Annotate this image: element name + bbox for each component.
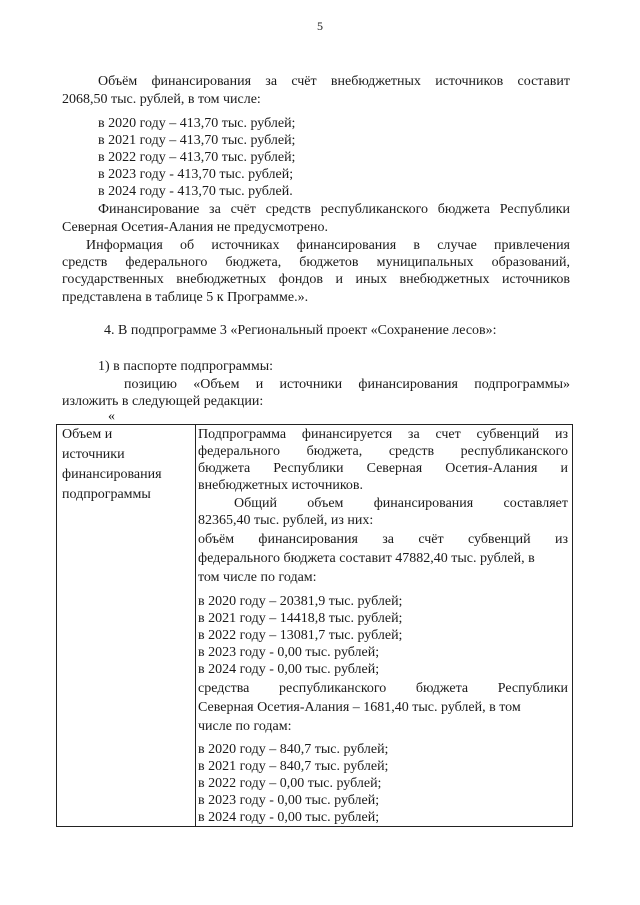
paragraph-line: Северная Осетия-Алания не предусмотрено. bbox=[62, 220, 328, 235]
table-right-cell-line: бюджета Республики Северная Осетия-Алания и bbox=[198, 461, 568, 476]
table-year-line: в 2020 году – 840,7 тыс. рублей; bbox=[198, 742, 389, 757]
table-year-line: в 2024 году - 0,00 тыс. рублей; bbox=[198, 810, 380, 825]
table-right-cell-line: Общий объем финансирования составляет bbox=[234, 496, 568, 511]
paragraph-line: позицию «Объем и источники финансирования подпрограммы» bbox=[124, 377, 570, 392]
paragraph-line: государственных внебюджетных фондов и иных внебюджетных источников bbox=[62, 272, 570, 287]
paragraph-line: Финансирование за счёт средств республиканского бюджета Республики bbox=[98, 202, 570, 217]
year-line: в 2020 году – 413,70 тыс. рублей; bbox=[98, 116, 296, 131]
table-right-cell-line: Северная Осетия-Алания – 1681,40 тыс. рублей, в том bbox=[198, 700, 521, 715]
table-right-cell-line: федерального бюджета, средств республиканского bbox=[198, 444, 568, 459]
paragraph-line: Информация об источниках финансирования в случае привлечения bbox=[86, 238, 570, 253]
table-right-cell-line: том числе по годам: bbox=[198, 570, 317, 585]
table-right-cell-line: средства республиканского бюджета Республики bbox=[198, 681, 568, 696]
paragraph-line: представлена в таблице 5 к Программе.». bbox=[62, 290, 309, 305]
open-quote: « bbox=[108, 409, 115, 424]
paragraph-line: изложить в следующей редакции: bbox=[62, 394, 264, 409]
paragraph-line: Объём финансирования за счёт внебюджетных источников составит bbox=[98, 74, 570, 89]
item-1-heading: 1) в паспорте подпрограммы: bbox=[98, 359, 274, 374]
table-year-line: в 2020 году – 20381,9 тыс. рублей; bbox=[198, 594, 403, 609]
table-left-cell-line: Объем и bbox=[62, 427, 113, 442]
table-right-cell-line: 82365,40 тыс. рублей, из них: bbox=[198, 513, 374, 528]
table-year-line: в 2023 году - 0,00 тыс. рублей; bbox=[198, 793, 380, 808]
table-year-line: в 2022 году – 0,00 тыс. рублей; bbox=[198, 776, 382, 791]
table-year-line: в 2022 году – 13081,7 тыс. рублей; bbox=[198, 628, 403, 643]
table-column-divider bbox=[195, 425, 196, 826]
table-right-cell-line: внебюджетных источников. bbox=[198, 478, 364, 493]
paragraph-line: 2068,50 тыс. рублей, в том числе: bbox=[62, 92, 261, 107]
table-left-cell-line: финансирования bbox=[62, 467, 162, 482]
table-right-cell-line: числе по годам: bbox=[198, 719, 292, 734]
table-year-line: в 2024 году - 0,00 тыс. рублей; bbox=[198, 662, 380, 677]
item-4-heading: 4. В подпрограмме 3 «Региональный проект «Сохранение лесов»: bbox=[104, 323, 497, 338]
page-number: 5 bbox=[317, 19, 323, 33]
table-right-cell-line: Подпрограмма финансируется за счет субвенций из bbox=[198, 427, 568, 442]
table-year-line: в 2023 году - 0,00 тыс. рублей; bbox=[198, 645, 380, 660]
table-left-cell-line: подпрограммы bbox=[62, 487, 151, 502]
table-right-cell-line: объём финансирования за счёт субвенций из bbox=[198, 532, 568, 547]
year-line: в 2024 году - 413,70 тыс. рублей. bbox=[98, 184, 293, 199]
year-line: в 2022 году – 413,70 тыс. рублей; bbox=[98, 150, 296, 165]
table-left-cell-line: источники bbox=[62, 447, 125, 462]
table-year-line: в 2021 году – 840,7 тыс. рублей; bbox=[198, 759, 389, 774]
year-line: в 2023 году - 413,70 тыс. рублей; bbox=[98, 167, 294, 182]
year-line: в 2021 году – 413,70 тыс. рублей; bbox=[98, 133, 296, 148]
table-right-cell-line: федерального бюджета составит 47882,40 тыс. рублей, в bbox=[198, 551, 535, 566]
table-year-line: в 2021 году – 14418,8 тыс. рублей; bbox=[198, 611, 403, 626]
paragraph-line: средств федерального бюджета, бюджетов муниципальных образований, bbox=[62, 255, 570, 270]
